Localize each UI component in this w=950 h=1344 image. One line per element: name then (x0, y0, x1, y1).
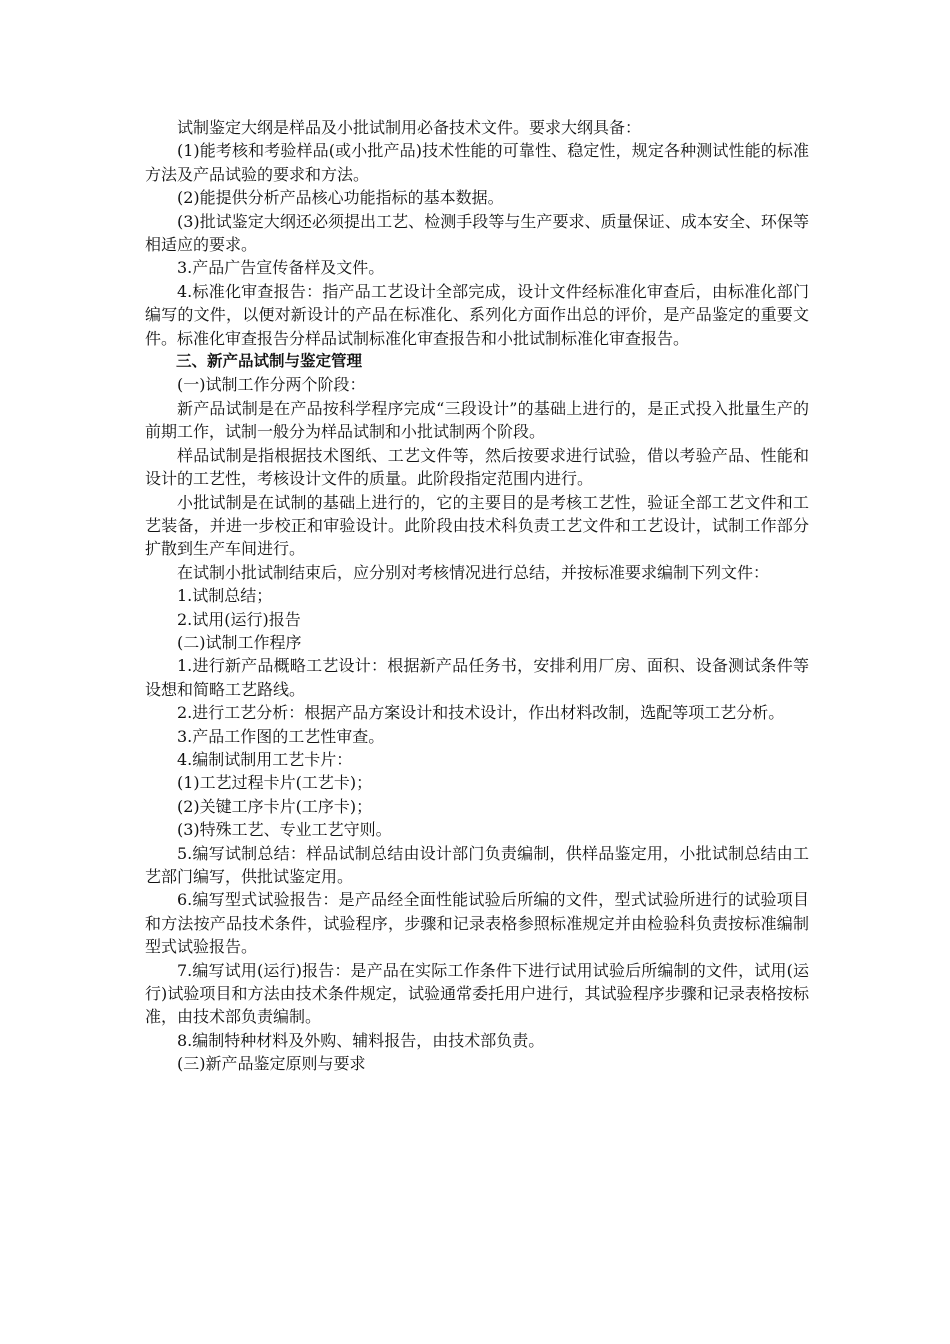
paragraph: 在试制小批试制结束后，应分别对考核情况进行总结，并按标准要求编制下列文件： (177, 562, 770, 582)
paragraph: 7.编写试用(运行)报告：是产品在实际工作条件下进行试用试验后所编制的文件，试用(运行)试验项目和方法由技术条件规定，试验通常委托用户进行，其试验程序步骤和记录表格按标准，由技术部负责编制。 (145, 960, 809, 1027)
paragraph: 4.标准化审查报告：指产品工艺设计全部完成，设计文件经标准化审查后，由标准化部门编写的文件，以便对新设计的产品在标准化、系列化方面作出总的评价，是产品鉴定的重要文件。标准化审查报告分样品试制标准化审查报告和小批试制标准化审查报告。 (145, 281, 809, 348)
section-heading: 三、新产品试制与鉴定管理 (176, 352, 363, 371)
paragraph: (一)试制工作分两个阶段： (177, 375, 366, 395)
paragraph: (三)新产品鉴定原则与要求 (177, 1054, 366, 1074)
paragraph: (2)能提供分析产品核心功能指标的基本数据。 (177, 188, 504, 208)
document-body (145, 116, 809, 1076)
paragraph: (1)工艺过程卡片(工艺卡)； (177, 773, 373, 793)
paragraph: 试制鉴定大纲是样品及小批试制用必备技术文件。要求大纲具备： (177, 118, 642, 137)
paragraph: (3)批试鉴定大纲还必须提出工艺、检测手段等与生产要求、质量保证、成本安全、环保等相适应的要求。 (145, 211, 809, 255)
paragraph: (1)能考核和考验样品(或小批产品)技术性能的可靠性、稳定性，规定各种测试性能的标准方法及产品试验的要求和方法。 (145, 141, 809, 184)
paragraph: 1.进行新产品概略工艺设计：根据新产品任务书，安排利用厂房、面积、设备测试条件等设想和简略工艺路线。 (145, 656, 809, 699)
paragraph: 新产品试制是在产品按科学程序完成“三段设计”的基础上进行的，是正式投入批量生产的前期工作，试制一般分为样品试制和小批试制两个阶段。 (145, 398, 809, 442)
paragraph: 8.编制特种材料及外购、辅料报告，由技术部负责。 (177, 1030, 545, 1050)
paragraph: 2.进行工艺分析：根据产品方案设计和技术设计，作出材料改制，选配等项工艺分析。 (177, 703, 785, 723)
paragraph: 4.编制试制用工艺卡片： (177, 749, 353, 769)
paragraph: 3.产品广告宣传备样及文件。 (177, 258, 385, 278)
paragraph: 2.试用(运行)报告 (177, 609, 301, 629)
paragraph: (2)关键工序卡片(工序卡)； (177, 796, 373, 816)
paragraph: 3.产品工作图的工艺性审查。 (177, 726, 385, 746)
paragraph: (二)试制工作程序 (177, 632, 302, 652)
paragraph: (3)特殊工艺、专业工艺守则。 (177, 820, 392, 840)
paragraph: 小批试制是在试制的基础上进行的，它的主要目的是考核工艺性，验证全部工艺文件和工艺装备，并进一步校正和审验设计。此阶段由技术科负责工艺文件和工艺设计，试制工作部分扩散到生产车间进行。 (145, 492, 809, 559)
paragraph: 样品试制是指根据技术图纸、工艺文件等，然后按要求进行试验，借以考验产品、性能和设计的工艺性，考核设计文件的质量。此阶段指定范围内进行。 (145, 445, 809, 489)
paragraph: 6.编写型式试验报告：是产品经全面性能试验后所编的文件，型式试验所进行的试验项目和方法按产品技术条件，试验程序，步骤和记录表格参照标准规定并由检验科负责按标准编制型式试验报告。 (145, 890, 809, 957)
paragraph: 1.试制总结； (177, 586, 273, 606)
paragraph: 5.编写试制总结：样品试制总结由设计部门负责编制，供样品鉴定用，小批试制总结由工艺部门编写，供批试鉴定用。 (145, 843, 809, 886)
